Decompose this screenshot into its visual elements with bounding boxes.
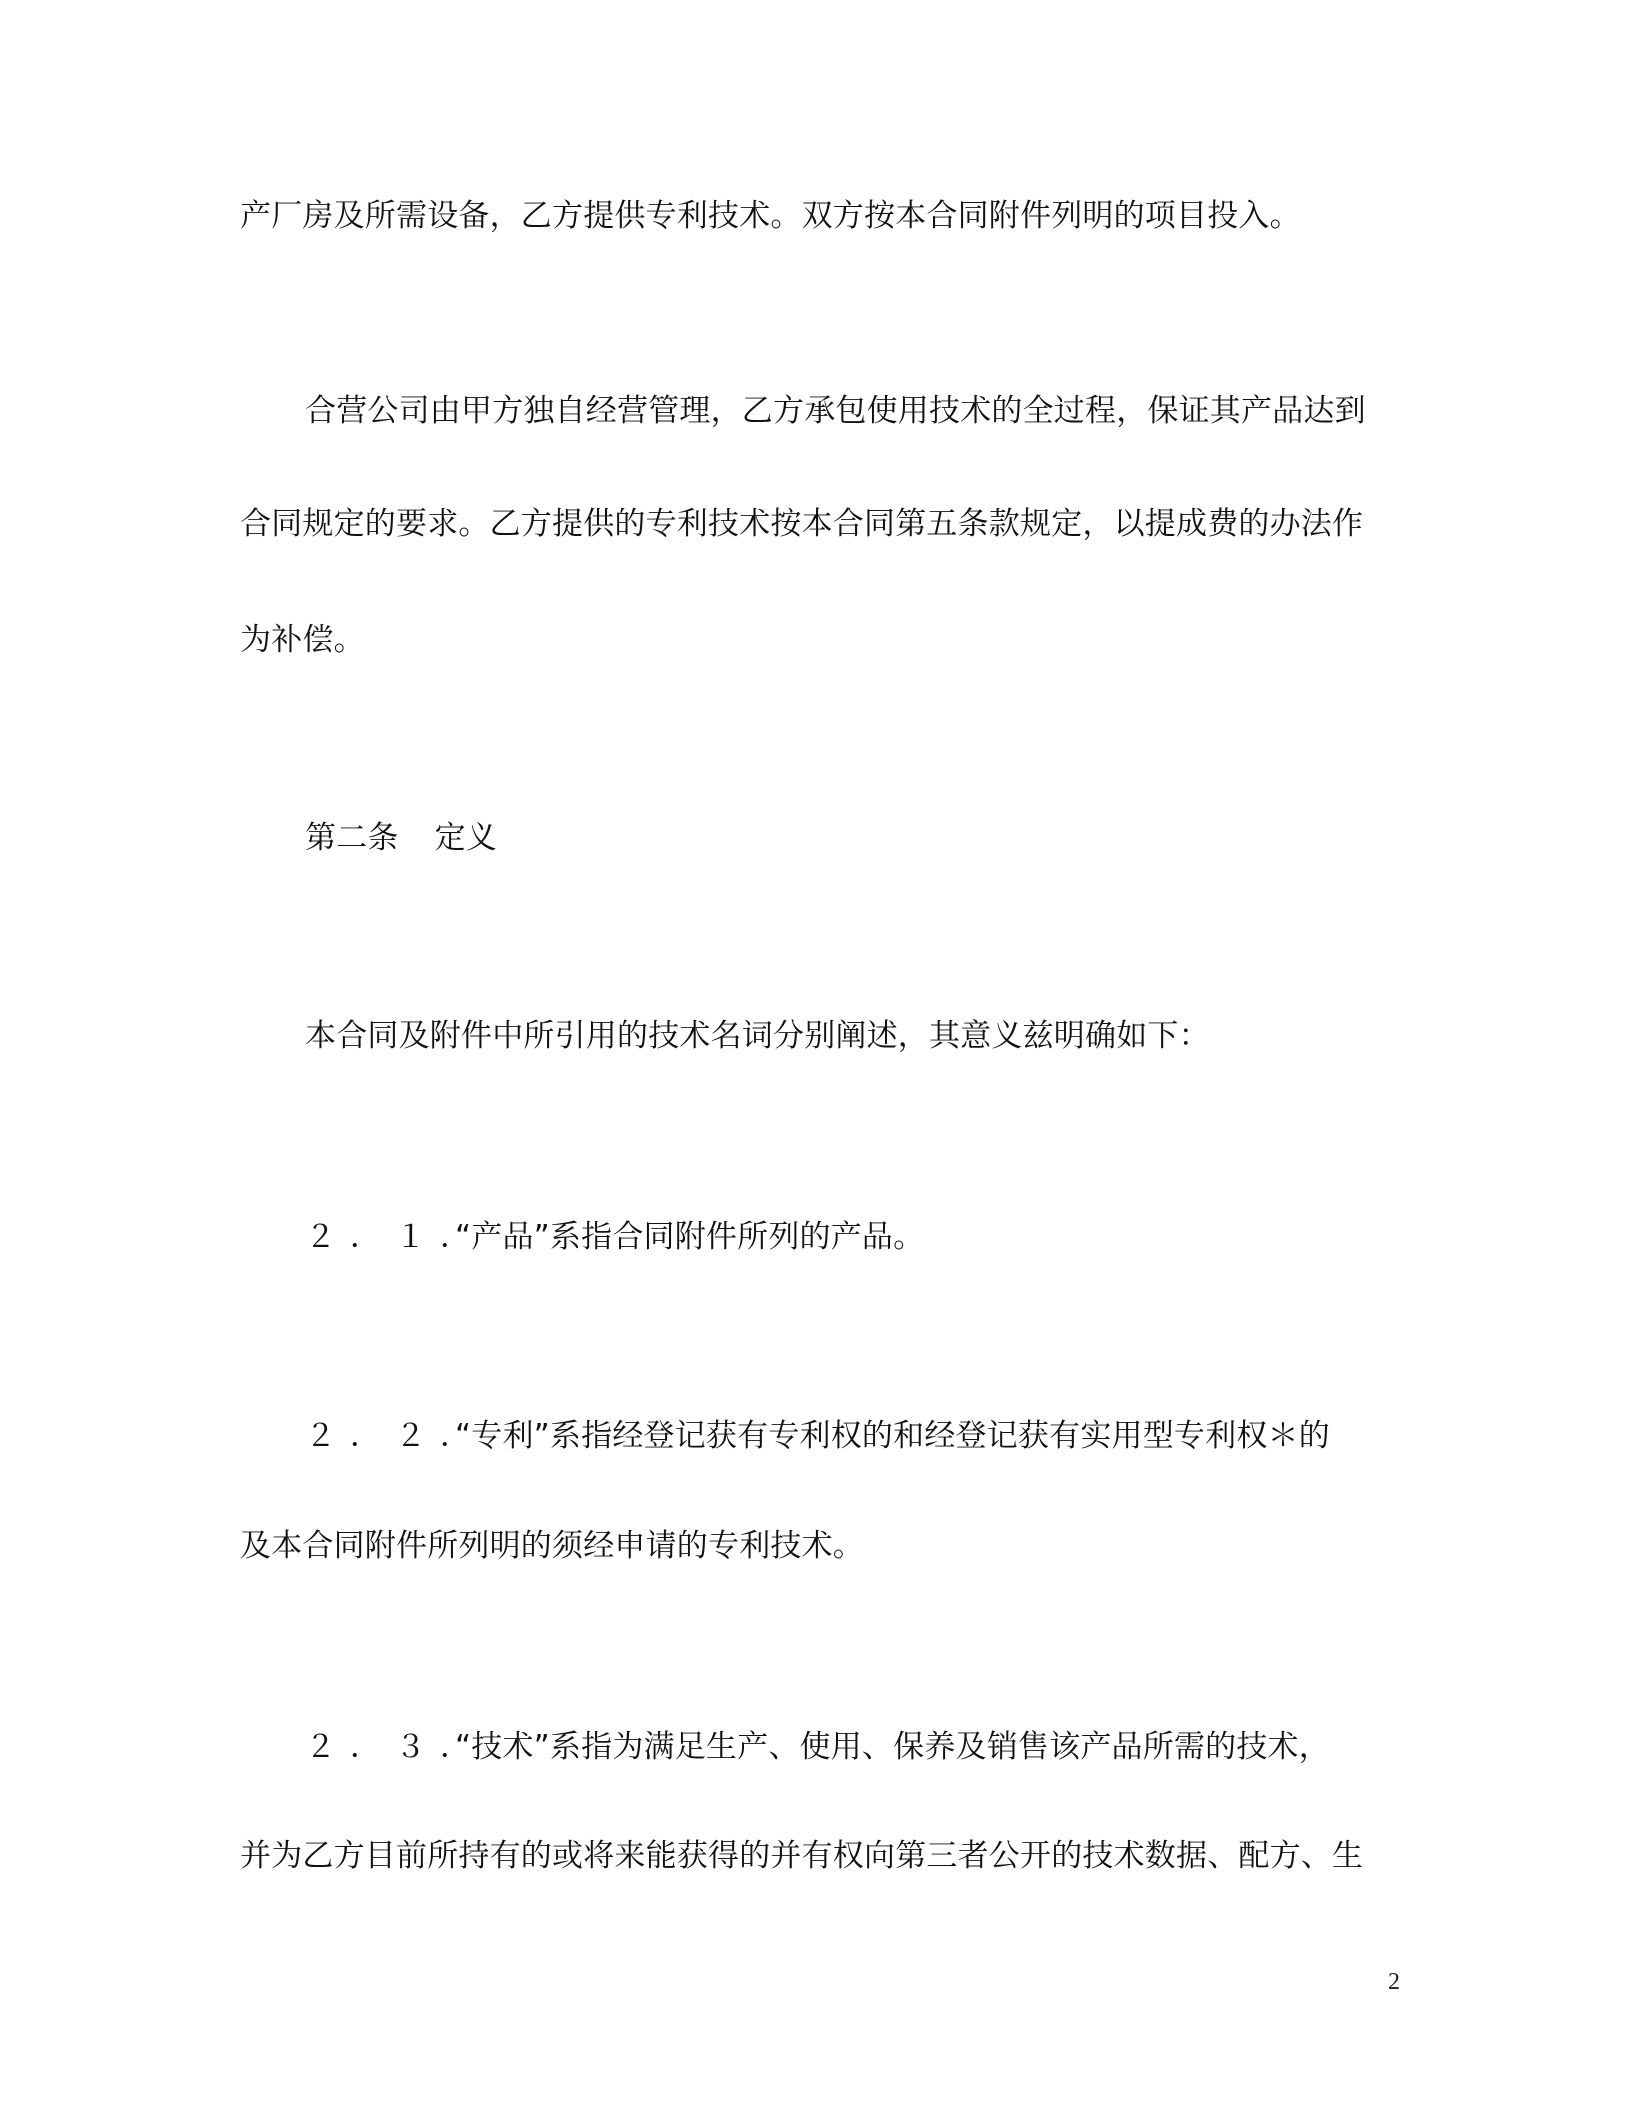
paragraph-line: 及本合同附件所列明的须经申请的专利技术。 [240,1528,864,1564]
paragraph-line: 合营公司由甲方独自经营管理，乙方承包使用技术的全过程，保证其产品达到 [305,393,1366,429]
clause-number: ２．１． [305,1219,485,1255]
clause-number: ２．３． [305,1729,485,1765]
section-title: 定义 [434,820,498,856]
paragraph-line: 合同规定的要求。乙方提供的专利技术按本合同第五条款规定，以提成费的办法作 [240,506,1364,542]
section-number: 第二条 [305,820,399,856]
clause-line [305,1215,1465,1259]
clause-line [305,1414,1465,1458]
paragraph-line: 为补偿。 [240,622,365,658]
clause-number: ２．２． [305,1418,485,1454]
paragraph-line: 本合同及附件中所引用的技术名词分别阐述，其意义兹明确如下： [305,1018,1210,1054]
page-number: 2 [1388,1969,1400,1995]
clause-text: “产品”系指合同附件所列的产品。 [455,1219,925,1255]
paragraph-line: 并为乙方目前所持有的或将来能获得的并有权向第三者公开的技术数据、配方、生 [240,1838,1364,1874]
section-heading [305,816,1465,860]
clause-text: “专利”系指经登记获有专利权的和经登记获有实用型专利权＊的 [455,1418,1330,1454]
clause-text: “技术”系指为满足生产、使用、保养及销售该产品所需的技术， [455,1729,1330,1765]
paragraph-line: 产厂房及所需设备，乙方提供专利技术。双方按本合同附件列明的项目投入。 [240,198,1301,234]
clause-line [305,1725,1465,1769]
